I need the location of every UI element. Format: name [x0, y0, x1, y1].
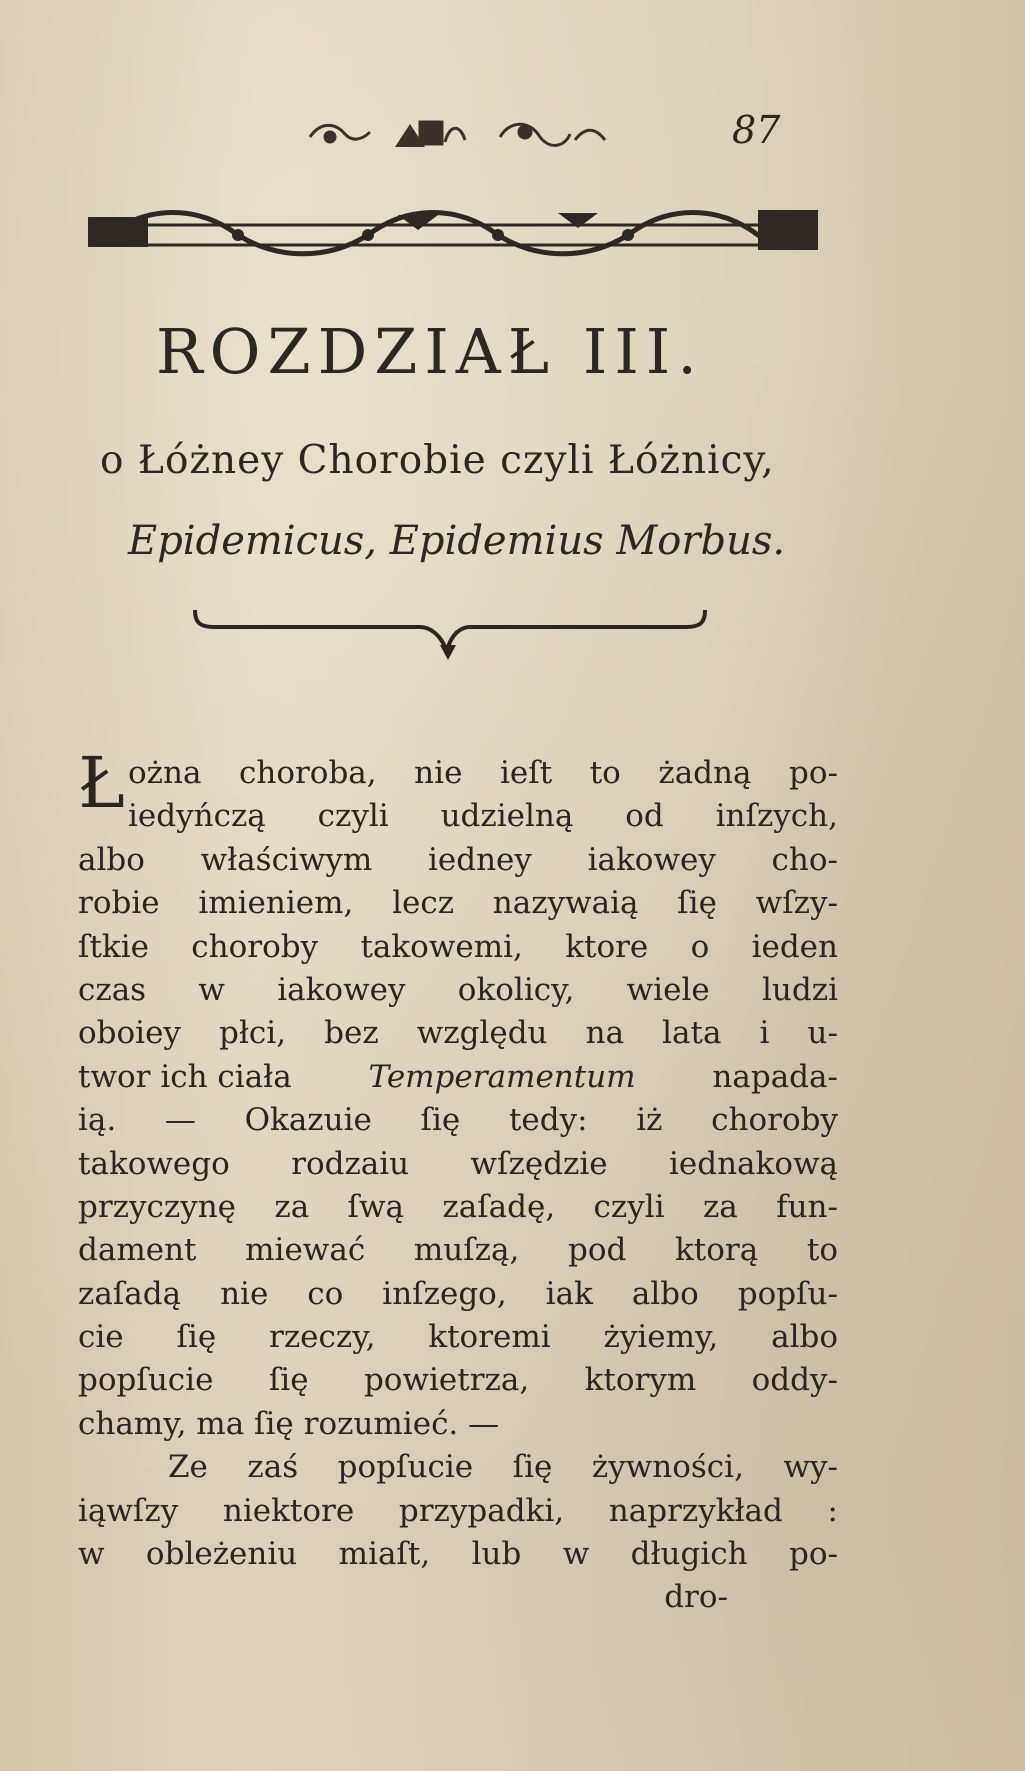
text-line: zaſadą nie co inſzego, iak albo popſu-	[78, 1275, 838, 1312]
text-line: robie imieniem, lecz nazywaią ſię wſzy-	[78, 885, 838, 922]
text-line: albo właściwym iedney iakowey cho-	[78, 841, 838, 878]
text-line: przyczynę za ſwą zaſadę, czyli za fun-	[78, 1188, 838, 1225]
italic-term: Temperamentum	[368, 1058, 636, 1095]
text-line: iąwſzy niektore przypadki, naprzykład :	[78, 1492, 838, 1529]
latin-title: Epidemicus, Epidemius Morbus.	[128, 518, 786, 564]
text-line: w obleżeniu miaſt, lub w długich po-	[78, 1536, 838, 1573]
text-line: dament miewać muſzą, pod ktorą to	[78, 1232, 838, 1269]
chapter-title: ROZDZIAŁ III.	[156, 315, 705, 388]
top-ornament	[300, 112, 630, 162]
drop-cap: Ł	[78, 742, 125, 824]
text-line: Ze zaś popſucie ſię żywności, wy-	[168, 1449, 838, 1486]
text-line: czas w iakowey okolicy, wiele ludzi	[78, 971, 838, 1008]
text-line: popſucie ſię powietrza, ktorym oddy-	[78, 1362, 838, 1399]
body-text	[78, 752, 838, 1620]
text-line: iedyńczą czyli udzielną od inſzych,	[128, 798, 838, 835]
text-line: ią. — Okazuie ſię tedy: iż choroby	[78, 1102, 838, 1139]
catchword: dro-	[664, 1579, 728, 1616]
text-line: ſtkie choroby takowemi, ktore o ieden	[78, 928, 838, 965]
text-line: cie ſię rzeczy, ktoremi żyiemy, albo	[78, 1319, 838, 1356]
ornamental-border	[88, 195, 818, 270]
text-line: oboiey płci, bez względu na lata i u-	[78, 1015, 838, 1052]
text-line: takowego rodzaiu wſzędzie iednakową	[78, 1145, 838, 1182]
page-number: 87	[732, 108, 781, 152]
chapter-subtitle: o Łóżney Chorobie czyli Łóżnicy,	[100, 438, 775, 483]
section-divider	[190, 605, 710, 665]
text-line: ożna choroba, nie ieſt to żadną po-	[128, 755, 838, 791]
text-span: twor ich ciała	[78, 1058, 292, 1095]
text-span: napada-	[712, 1058, 838, 1095]
text-line: chamy, ma ſię rozumieć. —	[78, 1405, 500, 1442]
text-line	[78, 1056, 838, 1099]
